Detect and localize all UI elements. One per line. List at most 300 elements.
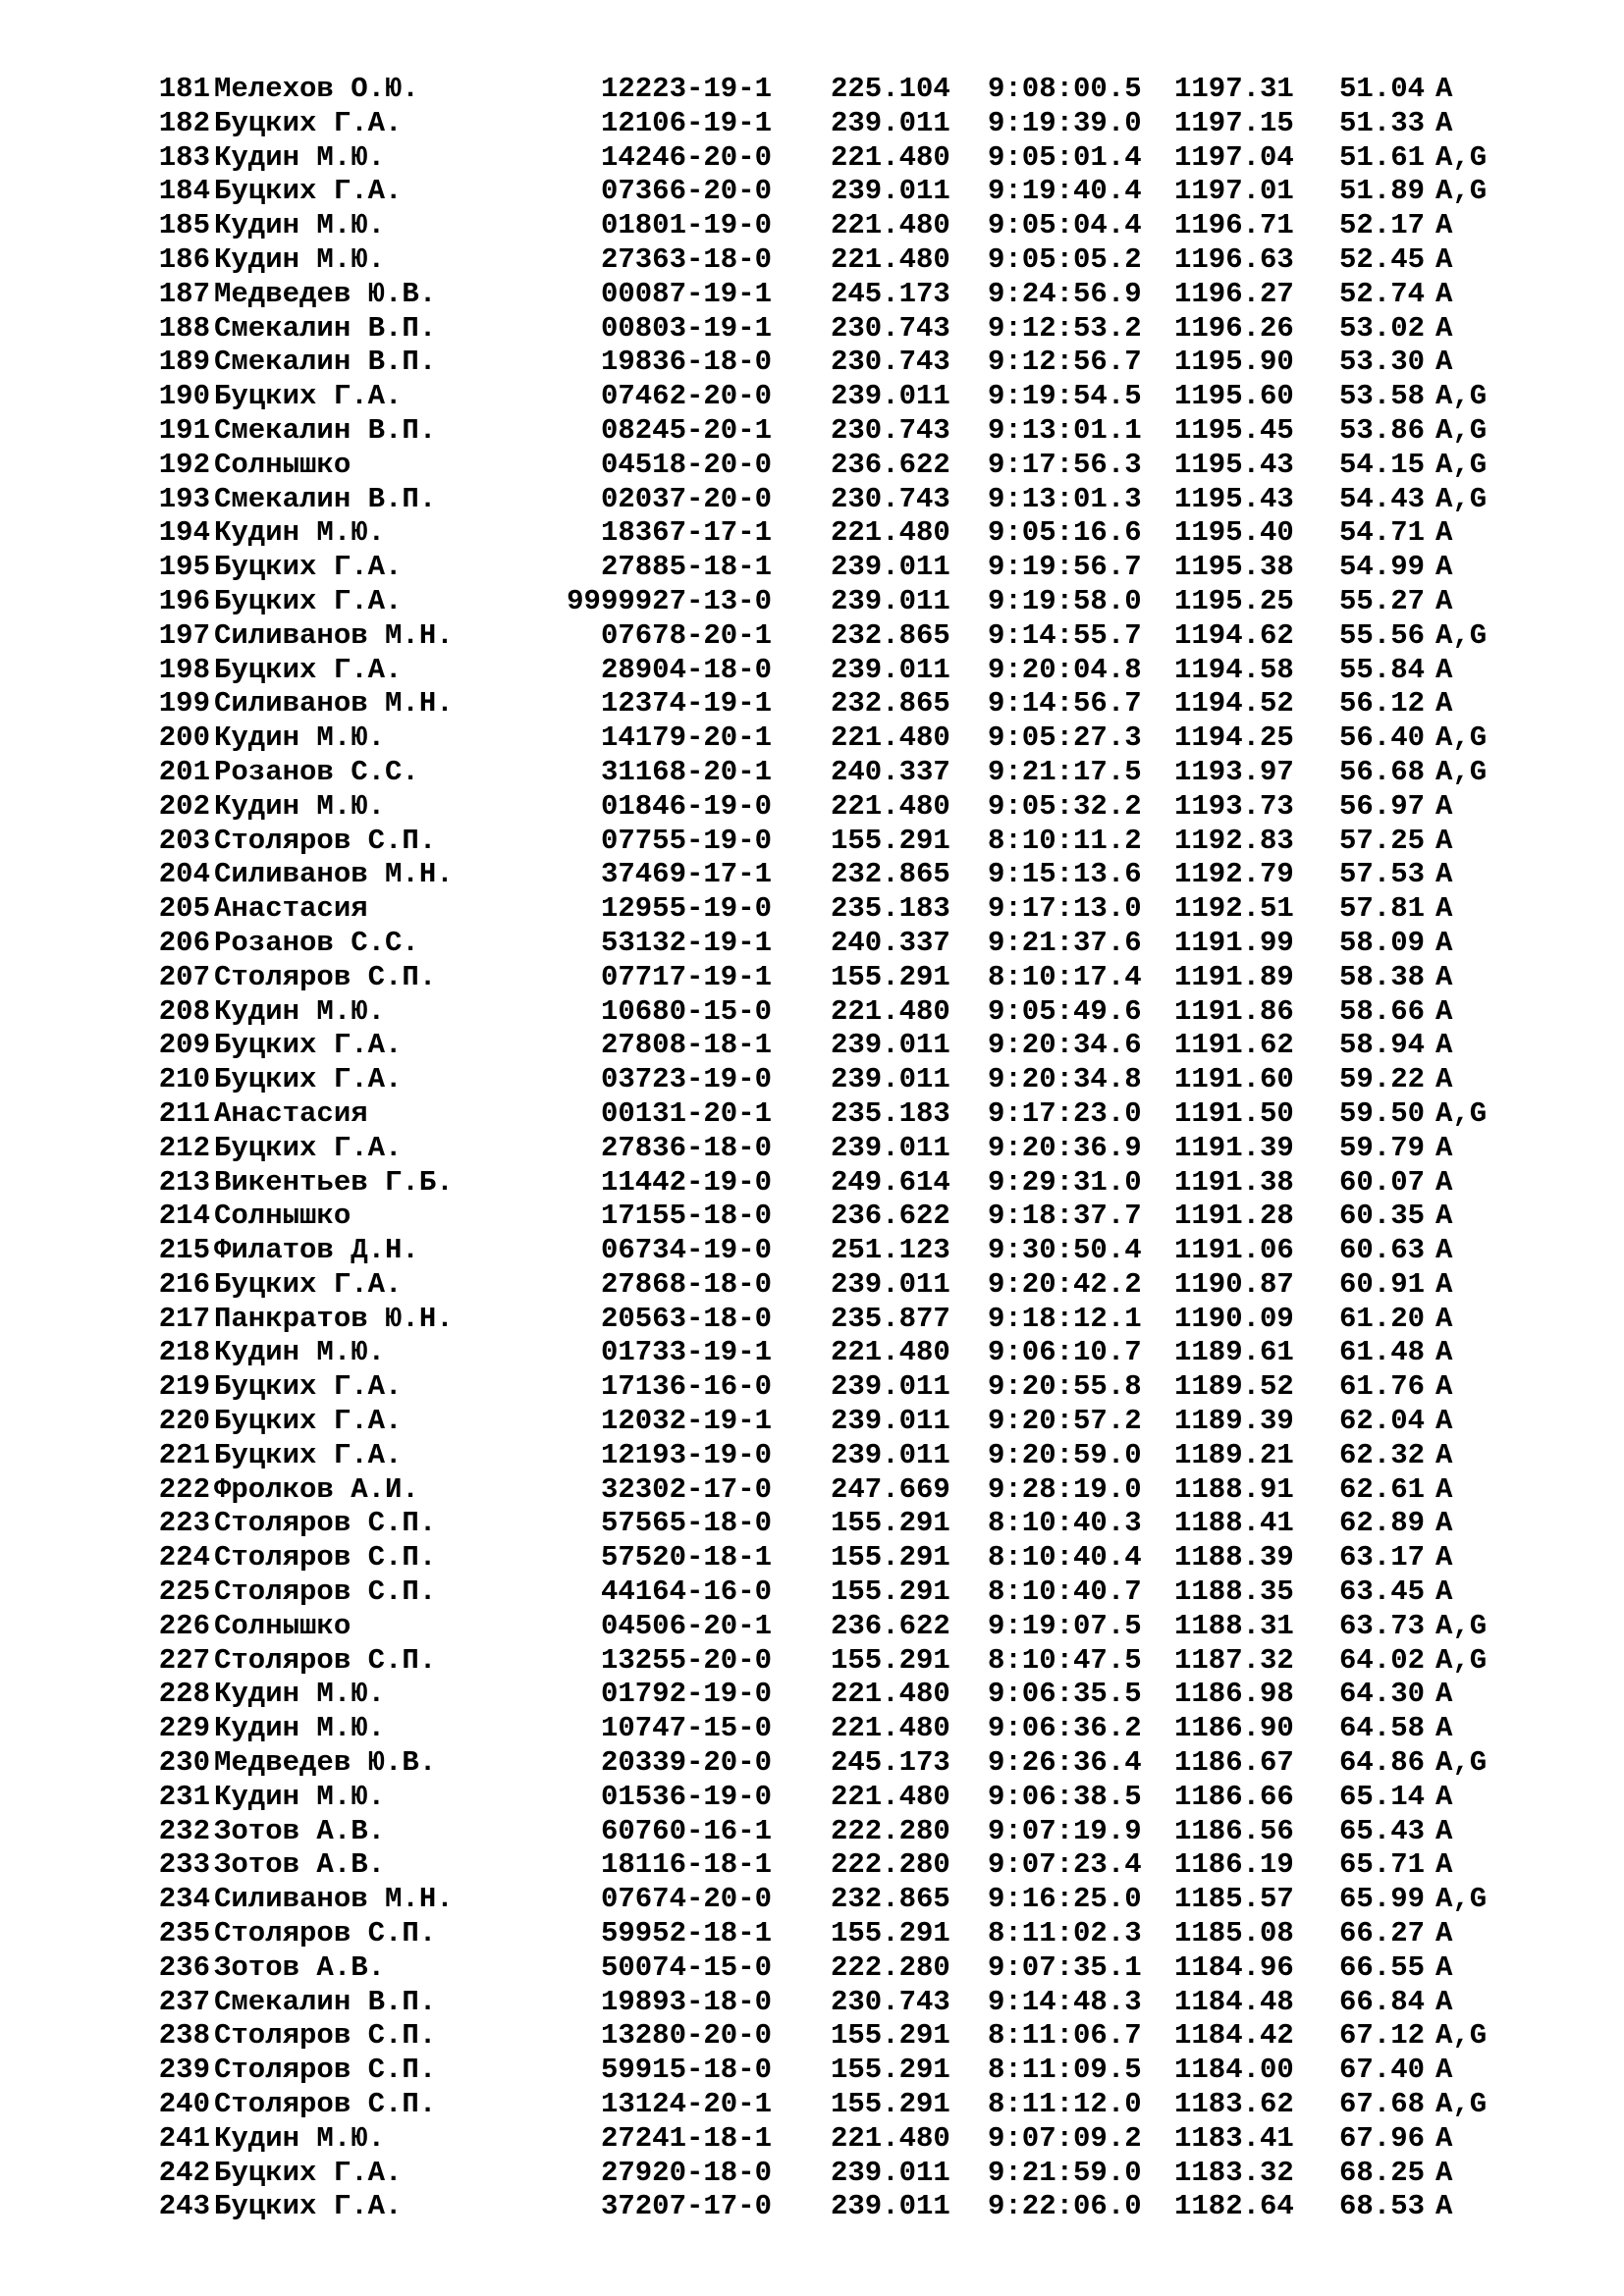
speed-cell: 1191.89 <box>1174 960 1294 993</box>
speed-cell: 1195.25 <box>1174 584 1294 617</box>
coefficient-cell: 59.22 <box>1339 1063 1426 1096</box>
coefficient-cell: 62.32 <box>1339 1438 1426 1471</box>
arrival-time-cell: 9:19:07.5 <box>988 1609 1142 1642</box>
flag-cell: A <box>1435 346 1453 379</box>
distance-cell: 230.743 <box>831 311 950 345</box>
arrival-time-cell: 8:11:02.3 <box>988 1917 1142 1950</box>
arrival-time-cell: 9:05:16.6 <box>988 516 1142 550</box>
flag-cell: A,G <box>1435 1609 1488 1642</box>
distance-cell: 222.280 <box>831 1950 950 1984</box>
coefficient-cell: 64.30 <box>1339 1678 1426 1711</box>
distance-cell: 221.480 <box>831 2121 950 2155</box>
ring-number-cell: 20563-18-0 <box>600 1302 772 1335</box>
fancier-name-cell: Смекалин В.П. <box>214 346 437 379</box>
rank-cell: 204 <box>158 858 210 891</box>
ring-number-cell: 12955-19-0 <box>600 892 772 926</box>
rank-cell: 215 <box>158 1234 210 1267</box>
arrival-time-cell: 9:12:56.7 <box>988 346 1142 379</box>
coefficient-cell: 68.53 <box>1339 2190 1426 2223</box>
fancier-name-cell: Буцких Г.А. <box>214 380 403 413</box>
distance-cell: 221.480 <box>831 1712 950 1745</box>
ring-number-cell: 04506-20-1 <box>600 1609 772 1642</box>
distance-cell: 221.480 <box>831 721 950 755</box>
rank-cell: 224 <box>158 1541 210 1575</box>
coefficient-cell: 58.66 <box>1339 994 1426 1028</box>
distance-cell: 232.865 <box>831 618 950 652</box>
rank-cell: 187 <box>158 277 210 310</box>
flag-cell: A,G <box>1435 1643 1488 1677</box>
coefficient-cell: 67.12 <box>1339 2019 1426 2053</box>
fancier-name-cell: Кудин М.Ю. <box>214 140 386 174</box>
ring-number-cell: 20339-20-0 <box>600 1746 772 1780</box>
rank-cell: 239 <box>158 2054 210 2087</box>
rank-cell: 192 <box>158 448 210 481</box>
distance-cell: 251.123 <box>831 1234 950 1267</box>
ring-number-cell: 10680-15-0 <box>600 994 772 1028</box>
flag-cell: A,G <box>1435 140 1488 174</box>
speed-cell: 1182.64 <box>1174 2190 1294 2223</box>
ring-number-cell: 01536-19-0 <box>600 1780 772 1813</box>
coefficient-cell: 63.17 <box>1339 1541 1426 1575</box>
coefficient-cell: 54.71 <box>1339 516 1426 550</box>
rank-cell: 229 <box>158 1712 210 1745</box>
flag-cell: A,G <box>1435 175 1488 208</box>
arrival-time-cell: 9:05:49.6 <box>988 994 1142 1028</box>
rank-cell: 206 <box>158 926 210 959</box>
ring-number-cell: 07678-20-1 <box>600 618 772 652</box>
flag-cell: A <box>1435 653 1453 686</box>
distance-cell: 235.877 <box>831 1302 950 1335</box>
speed-cell: 1191.50 <box>1174 1096 1294 1130</box>
rank-cell: 225 <box>158 1575 210 1609</box>
flag-cell: A <box>1435 960 1453 993</box>
fancier-name-cell: Смекалин В.П. <box>214 1985 437 2018</box>
arrival-time-cell: 9:15:13.6 <box>988 858 1142 891</box>
rank-cell: 241 <box>158 2121 210 2155</box>
speed-cell: 1191.86 <box>1174 994 1294 1028</box>
arrival-time-cell: 9:22:06.0 <box>988 2190 1142 2223</box>
arrival-time-cell: 9:20:59.0 <box>988 1438 1142 1471</box>
rank-cell: 197 <box>158 618 210 652</box>
arrival-time-cell: 9:06:10.7 <box>988 1336 1142 1369</box>
distance-cell: 249.614 <box>831 1165 950 1199</box>
arrival-time-cell: 8:10:17.4 <box>988 960 1142 993</box>
flag-cell: A <box>1435 1507 1453 1540</box>
arrival-time-cell: 9:20:34.8 <box>988 1063 1142 1096</box>
flag-cell: A,G <box>1435 721 1488 755</box>
distance-cell: 232.865 <box>831 858 950 891</box>
distance-cell: 222.280 <box>831 1848 950 1882</box>
arrival-time-cell: 9:14:56.7 <box>988 687 1142 721</box>
fancier-name-cell: Силиванов М.Н. <box>214 687 454 721</box>
rank-cell: 216 <box>158 1267 210 1301</box>
fancier-name-cell: Панкратов Ю.Н. <box>214 1302 454 1335</box>
flag-cell: A <box>1435 1678 1453 1711</box>
fancier-name-cell: Медведев Ю.В. <box>214 1746 437 1780</box>
coefficient-cell: 55.84 <box>1339 653 1426 686</box>
arrival-time-cell: 8:11:06.7 <box>988 2019 1142 2053</box>
flag-cell: A <box>1435 1848 1453 1882</box>
distance-cell: 155.291 <box>831 2088 950 2121</box>
fancier-name-cell: Столяров С.П. <box>214 2054 437 2087</box>
flag-cell: A <box>1435 106 1453 139</box>
arrival-time-cell: 9:05:32.2 <box>988 789 1142 823</box>
rank-cell: 181 <box>158 73 210 105</box>
speed-cell: 1188.91 <box>1174 1472 1294 1506</box>
arrival-time-cell: 9:17:13.0 <box>988 892 1142 926</box>
speed-cell: 1184.42 <box>1174 2019 1294 2053</box>
speed-cell: 1186.66 <box>1174 1780 1294 1813</box>
rank-cell: 234 <box>158 1883 210 1916</box>
flag-cell: A <box>1435 926 1453 959</box>
fancier-name-cell: Буцких Г.А. <box>214 1370 403 1404</box>
arrival-time-cell: 9:18:12.1 <box>988 1302 1142 1335</box>
distance-cell: 221.480 <box>831 242 950 276</box>
flag-cell: A <box>1435 1405 1453 1438</box>
coefficient-cell: 62.89 <box>1339 1507 1426 1540</box>
fancier-name-cell: Смекалин В.П. <box>214 311 437 345</box>
rank-cell: 230 <box>158 1746 210 1780</box>
fancier-name-cell: Столяров С.П. <box>214 1507 437 1540</box>
arrival-time-cell: 9:05:01.4 <box>988 140 1142 174</box>
speed-cell: 1192.51 <box>1174 892 1294 926</box>
distance-cell: 232.865 <box>831 687 950 721</box>
rank-cell: 219 <box>158 1370 210 1404</box>
fancier-name-cell: Солнышко <box>214 448 352 481</box>
ring-number-cell: 12193-19-0 <box>600 1438 772 1471</box>
speed-cell: 1191.28 <box>1174 1200 1294 1233</box>
coefficient-cell: 58.94 <box>1339 1029 1426 1062</box>
speed-cell: 1186.98 <box>1174 1678 1294 1711</box>
distance-cell: 221.480 <box>831 1780 950 1813</box>
distance-cell: 236.622 <box>831 1609 950 1642</box>
ring-number-cell: 01792-19-0 <box>600 1678 772 1711</box>
rank-cell: 200 <box>158 721 210 755</box>
ring-number-cell: 44164-16-0 <box>600 1575 772 1609</box>
flag-cell: A <box>1435 824 1453 857</box>
ring-number-cell: 07462-20-0 <box>600 380 772 413</box>
fancier-name-cell: Розанов С.С. <box>214 755 419 788</box>
distance-cell: 155.291 <box>831 1541 950 1575</box>
coefficient-cell: 66.27 <box>1339 1917 1426 1950</box>
ring-number-cell: 27920-18-0 <box>600 2156 772 2189</box>
speed-cell: 1189.52 <box>1174 1370 1294 1404</box>
ring-number-cell: 27241-18-1 <box>600 2121 772 2155</box>
arrival-time-cell: 8:10:40.3 <box>988 1507 1142 1540</box>
coefficient-cell: 65.43 <box>1339 1814 1426 1847</box>
rank-cell: 190 <box>158 380 210 413</box>
speed-cell: 1192.79 <box>1174 858 1294 891</box>
fancier-name-cell: Кудин М.Ю. <box>214 2121 386 2155</box>
ring-number-cell: 00803-19-1 <box>600 311 772 345</box>
speed-cell: 1189.39 <box>1174 1405 1294 1438</box>
arrival-time-cell: 9:13:01.3 <box>988 482 1142 515</box>
speed-cell: 1188.31 <box>1174 1609 1294 1642</box>
flag-cell: A,G <box>1435 413 1488 447</box>
distance-cell: 221.480 <box>831 1678 950 1711</box>
distance-cell: 235.183 <box>831 892 950 926</box>
flag-cell: A,G <box>1435 2088 1488 2121</box>
coefficient-cell: 56.97 <box>1339 789 1426 823</box>
ring-number-cell: 01846-19-0 <box>600 789 772 823</box>
rank-cell: 220 <box>158 1405 210 1438</box>
fancier-name-cell: Буцких Г.А. <box>214 1029 403 1062</box>
arrival-time-cell: 9:19:39.0 <box>988 106 1142 139</box>
coefficient-cell: 56.40 <box>1339 721 1426 755</box>
distance-cell: 245.173 <box>831 277 950 310</box>
ring-number-cell: 18367-17-1 <box>600 516 772 550</box>
fancier-name-cell: Буцких Г.А. <box>214 1267 403 1301</box>
ring-number-cell: 13124-20-1 <box>600 2088 772 2121</box>
fancier-name-cell: Кудин М.Ю. <box>214 994 386 1028</box>
speed-cell: 1183.62 <box>1174 2088 1294 2121</box>
coefficient-cell: 58.09 <box>1339 926 1426 959</box>
flag-cell: A <box>1435 1780 1453 1813</box>
distance-cell: 155.291 <box>831 960 950 993</box>
rank-cell: 217 <box>158 1302 210 1335</box>
rank-cell: 218 <box>158 1336 210 1369</box>
flag-cell: A <box>1435 277 1453 310</box>
arrival-time-cell: 9:13:01.1 <box>988 413 1142 447</box>
ring-number-cell: 50074-15-0 <box>600 1950 772 1984</box>
rank-cell: 188 <box>158 311 210 345</box>
speed-cell: 1195.43 <box>1174 482 1294 515</box>
speed-cell: 1183.41 <box>1174 2121 1294 2155</box>
speed-cell: 1191.39 <box>1174 1131 1294 1164</box>
rank-cell: 196 <box>158 584 210 617</box>
arrival-time-cell: 9:20:04.8 <box>988 653 1142 686</box>
ring-number-cell: 01733-19-1 <box>600 1336 772 1369</box>
coefficient-cell: 53.58 <box>1339 380 1426 413</box>
flag-cell: A <box>1435 1063 1453 1096</box>
speed-cell: 1191.60 <box>1174 1063 1294 1096</box>
speed-cell: 1189.21 <box>1174 1438 1294 1471</box>
rank-cell: 207 <box>158 960 210 993</box>
flag-cell: A <box>1435 1234 1453 1267</box>
coefficient-cell: 63.73 <box>1339 1609 1426 1642</box>
rank-cell: 223 <box>158 1507 210 1540</box>
arrival-time-cell: 9:21:37.6 <box>988 926 1142 959</box>
distance-cell: 221.480 <box>831 516 950 550</box>
speed-cell: 1191.06 <box>1174 1234 1294 1267</box>
fancier-name-cell: Столяров С.П. <box>214 1643 437 1677</box>
flag-cell: A <box>1435 1370 1453 1404</box>
ring-number-cell: 37207-17-0 <box>600 2190 772 2223</box>
flag-cell: A,G <box>1435 448 1488 481</box>
distance-cell: 235.183 <box>831 1096 950 1130</box>
speed-cell: 1188.41 <box>1174 1507 1294 1540</box>
arrival-time-cell: 8:10:40.7 <box>988 1575 1142 1609</box>
coefficient-cell: 63.45 <box>1339 1575 1426 1609</box>
ring-number-cell: 37469-17-1 <box>600 858 772 891</box>
speed-cell: 1186.19 <box>1174 1848 1294 1882</box>
distance-cell: 155.291 <box>831 1507 950 1540</box>
speed-cell: 1188.39 <box>1174 1541 1294 1575</box>
ring-number-cell: 19893-18-0 <box>600 1985 772 2018</box>
arrival-time-cell: 9:19:54.5 <box>988 380 1142 413</box>
rank-cell: 183 <box>158 140 210 174</box>
speed-cell: 1195.45 <box>1174 413 1294 447</box>
speed-cell: 1185.57 <box>1174 1883 1294 1916</box>
speed-cell: 1196.71 <box>1174 209 1294 242</box>
speed-cell: 1194.52 <box>1174 687 1294 721</box>
flag-cell: A,G <box>1435 618 1488 652</box>
flag-cell: A <box>1435 1575 1453 1609</box>
fancier-name-cell: Кудин М.Ю. <box>214 516 386 550</box>
distance-cell: 239.011 <box>831 1438 950 1471</box>
rank-cell: 210 <box>158 1063 210 1096</box>
distance-cell: 239.011 <box>831 175 950 208</box>
fancier-name-cell: Буцких Г.А. <box>214 1438 403 1471</box>
speed-cell: 1196.63 <box>1174 242 1294 276</box>
arrival-time-cell: 9:20:57.2 <box>988 1405 1142 1438</box>
speed-cell: 1195.90 <box>1174 346 1294 379</box>
ring-number-cell: 10747-15-0 <box>600 1712 772 1745</box>
flag-cell: A <box>1435 789 1453 823</box>
coefficient-cell: 54.43 <box>1339 482 1426 515</box>
distance-cell: 239.011 <box>831 584 950 617</box>
coefficient-cell: 60.63 <box>1339 1234 1426 1267</box>
flag-cell: A <box>1435 242 1453 276</box>
ring-number-cell: 59952-18-1 <box>600 1917 772 1950</box>
coefficient-cell: 56.12 <box>1339 687 1426 721</box>
arrival-time-cell: 9:07:23.4 <box>988 1848 1142 1882</box>
ring-number-cell: 00087-19-1 <box>600 277 772 310</box>
distance-cell: 239.011 <box>831 1063 950 1096</box>
flag-cell: A <box>1435 1917 1453 1950</box>
rank-cell: 228 <box>158 1678 210 1711</box>
coefficient-cell: 51.33 <box>1339 106 1426 139</box>
arrival-time-cell: 9:06:35.5 <box>988 1678 1142 1711</box>
coefficient-cell: 67.40 <box>1339 2054 1426 2087</box>
distance-cell: 155.291 <box>831 1917 950 1950</box>
rank-cell: 231 <box>158 1780 210 1813</box>
fancier-name-cell: Медведев Ю.В. <box>214 277 437 310</box>
distance-cell: 155.291 <box>831 1643 950 1677</box>
fancier-name-cell: Буцких Г.А. <box>214 584 403 617</box>
distance-cell: 239.011 <box>831 2156 950 2189</box>
ring-number-cell: 53132-19-1 <box>600 926 772 959</box>
fancier-name-cell: Столяров С.П. <box>214 2019 437 2053</box>
arrival-time-cell: 9:06:38.5 <box>988 1780 1142 1813</box>
arrival-time-cell: 9:28:19.0 <box>988 1472 1142 1506</box>
distance-cell: 230.743 <box>831 346 950 379</box>
flag-cell: A <box>1435 1267 1453 1301</box>
speed-cell: 1190.09 <box>1174 1302 1294 1335</box>
rank-cell: 194 <box>158 516 210 550</box>
distance-cell: 232.865 <box>831 1883 950 1916</box>
arrival-time-cell: 9:20:36.9 <box>988 1131 1142 1164</box>
flag-cell: A <box>1435 994 1453 1028</box>
fancier-name-cell: Буцких Г.А. <box>214 106 403 139</box>
arrival-time-cell: 9:17:56.3 <box>988 448 1142 481</box>
coefficient-cell: 64.02 <box>1339 1643 1426 1677</box>
ring-number-cell: 60760-16-1 <box>600 1814 772 1847</box>
flag-cell: A <box>1435 1131 1453 1164</box>
coefficient-cell: 65.99 <box>1339 1883 1426 1916</box>
ring-number-cell: 27836-18-0 <box>600 1131 772 1164</box>
coefficient-cell: 68.25 <box>1339 2156 1426 2189</box>
arrival-time-cell: 9:06:36.2 <box>988 1712 1142 1745</box>
coefficient-cell: 52.45 <box>1339 242 1426 276</box>
flag-cell: A <box>1435 1438 1453 1471</box>
flag-cell: A <box>1435 2190 1453 2223</box>
distance-cell: 221.480 <box>831 209 950 242</box>
ring-number-cell: 17136-16-0 <box>600 1370 772 1404</box>
ring-number-cell: 17155-18-0 <box>600 1200 772 1233</box>
distance-cell: 221.480 <box>831 994 950 1028</box>
arrival-time-cell: 9:20:34.6 <box>988 1029 1142 1062</box>
fancier-name-cell: Зотов А.В. <box>214 1848 386 1882</box>
speed-cell: 1197.15 <box>1174 106 1294 139</box>
coefficient-cell: 58.38 <box>1339 960 1426 993</box>
arrival-time-cell: 9:16:25.0 <box>988 1883 1142 1916</box>
fancier-name-cell: Кудин М.Ю. <box>214 1780 386 1813</box>
fancier-name-cell: Смекалин В.П. <box>214 413 437 447</box>
fancier-name-cell: Розанов С.С. <box>214 926 419 959</box>
fancier-name-cell: Кудин М.Ю. <box>214 209 386 242</box>
fancier-name-cell: Буцких Г.А. <box>214 1063 403 1096</box>
fancier-name-cell: Столяров С.П. <box>214 960 437 993</box>
fancier-name-cell: Зотов А.В. <box>214 1950 386 1984</box>
flag-cell: A <box>1435 2054 1453 2087</box>
rank-cell: 203 <box>158 824 210 857</box>
ring-number-cell: 13255-20-0 <box>600 1643 772 1677</box>
distance-cell: 245.173 <box>831 1746 950 1780</box>
flag-cell: A,G <box>1435 755 1488 788</box>
rank-cell: 227 <box>158 1643 210 1677</box>
speed-cell: 1194.25 <box>1174 721 1294 755</box>
arrival-time-cell: 9:20:42.2 <box>988 1267 1142 1301</box>
speed-cell: 1195.38 <box>1174 551 1294 584</box>
ring-number-cell: 12032-19-1 <box>600 1405 772 1438</box>
flag-cell: A,G <box>1435 380 1488 413</box>
ring-number-cell: 18116-18-1 <box>600 1848 772 1882</box>
flag-cell: A <box>1435 858 1453 891</box>
coefficient-cell: 52.74 <box>1339 277 1426 310</box>
ring-number-cell: 27868-18-0 <box>600 1267 772 1301</box>
speed-cell: 1187.32 <box>1174 1643 1294 1677</box>
distance-cell: 155.291 <box>831 2054 950 2087</box>
fancier-name-cell: Буцких Г.А. <box>214 1131 403 1164</box>
coefficient-cell: 64.86 <box>1339 1746 1426 1780</box>
distance-cell: 225.104 <box>831 73 950 105</box>
rank-cell: 205 <box>158 892 210 926</box>
speed-cell: 1195.60 <box>1174 380 1294 413</box>
distance-cell: 239.011 <box>831 1029 950 1062</box>
flag-cell: A <box>1435 1200 1453 1233</box>
flag-cell: A <box>1435 1985 1453 2018</box>
ring-number-cell: 32302-17-0 <box>600 1472 772 1506</box>
coefficient-cell: 60.91 <box>1339 1267 1426 1301</box>
flag-cell: A,G <box>1435 482 1488 515</box>
ring-number-cell: 28904-18-0 <box>600 653 772 686</box>
ring-number-cell: 13280-20-0 <box>600 2019 772 2053</box>
ring-number-cell: 57565-18-0 <box>600 1507 772 1540</box>
distance-cell: 240.337 <box>831 755 950 788</box>
ring-number-cell: 27808-18-1 <box>600 1029 772 1062</box>
arrival-time-cell: 9:24:56.9 <box>988 277 1142 310</box>
arrival-time-cell: 9:26:36.4 <box>988 1746 1142 1780</box>
speed-cell: 1193.73 <box>1174 789 1294 823</box>
rank-cell: 226 <box>158 1609 210 1642</box>
speed-cell: 1195.43 <box>1174 448 1294 481</box>
arrival-time-cell: 9:07:09.2 <box>988 2121 1142 2155</box>
ring-number-cell: 14246-20-0 <box>600 140 772 174</box>
speed-cell: 1197.01 <box>1174 175 1294 208</box>
arrival-time-cell: 9:19:58.0 <box>988 584 1142 617</box>
coefficient-cell: 57.53 <box>1339 858 1426 891</box>
